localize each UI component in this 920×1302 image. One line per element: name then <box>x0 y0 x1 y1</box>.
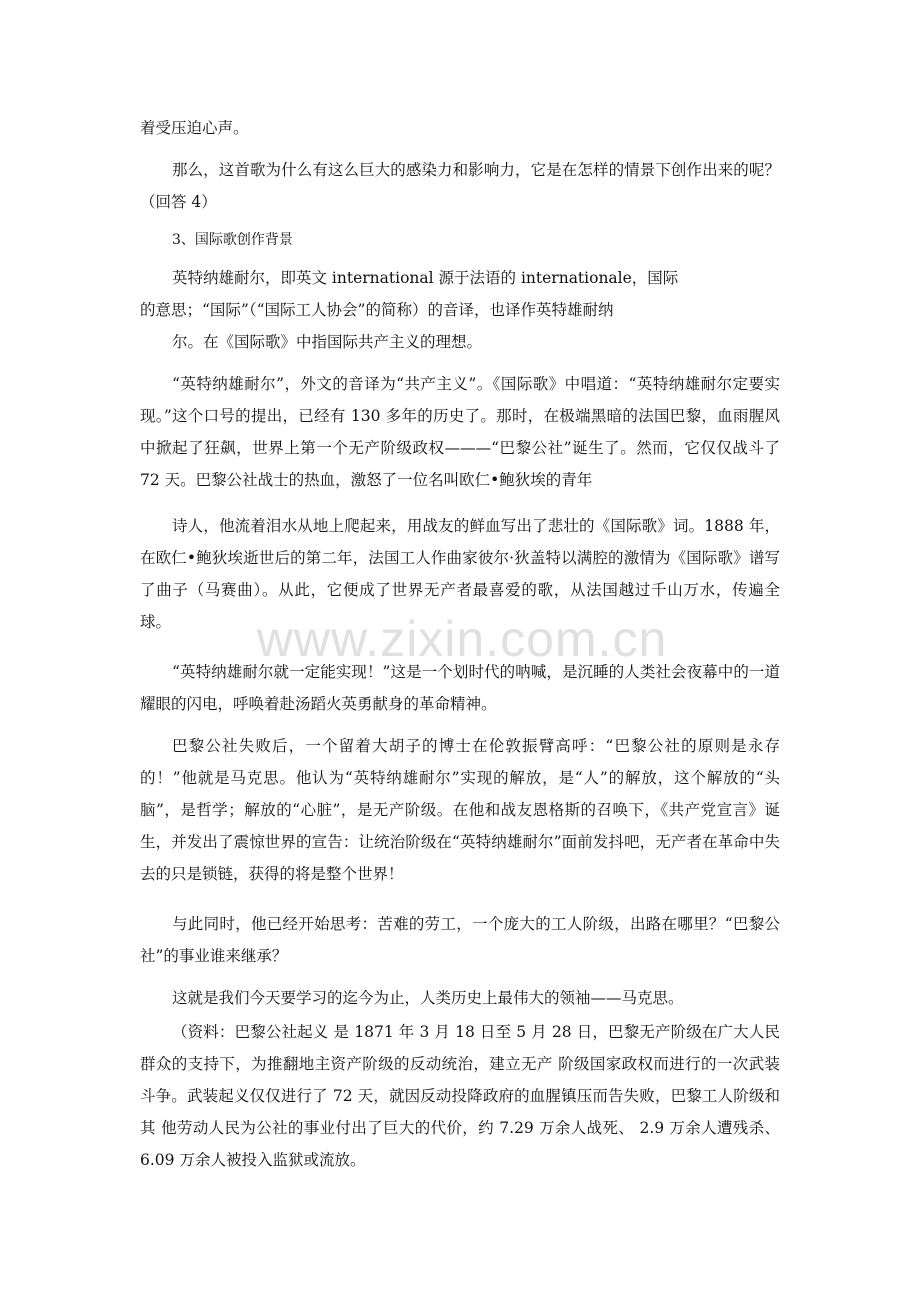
paragraph: 这就是我们今天要学习的迄今为止，人类历史上最伟大的领袖——马克思。 <box>172 989 684 1007</box>
paragraph: 尔。在《国际歌》中指国际共产主义的理想。 <box>172 333 483 351</box>
paragraph: 巴黎公社失败后，一个留着大胡子的博士在伦敦振臂高呼：“巴黎公社的原则是永存的！”他就是马克思。他认为“英特纳雄耐尔”实现的解放，是“人”的解放，这个解放的“头脑”，是哲学；解放的“心脏”，是无产阶级。在他和战友恩格斯的召唤下，《共产党宣言》诞生，并发出了震惊世界的宣告：让统治阶级在“英特纳雄耐尔”面前发抖吧，无产者在革命中失去的只是锁链，获得的将是整个世界！ <box>140 737 780 883</box>
paragraph: 英特纳雄耐尔，即英文 international 源于法语的 internationale，国际 <box>172 269 679 287</box>
paragraph: 诗人，他流着泪水从地上爬起来，用战友的鲜血写出了悲壮的《国际歌》词。1888 年，在欧仁•鲍狄埃逝世后的第二年，法国工人作曲家彼尔·狄盖特以满腔的激情为《国际歌》谱写了曲子（马赛曲）。从此，它便成了世界无产者最喜爱的歌，从法国越过千山万水，传遍全球。 <box>140 517 780 631</box>
paragraph: 那么，这首歌为什么有这么巨大的感染力和影响力，它是在怎样的情景下创作出来的呢？（回答 4） <box>140 161 780 211</box>
section-heading: 3、国际歌创作背景 <box>172 232 293 248</box>
paragraph: 与此同时，他已经开始思考：苦难的劳工，一个庞大的工人阶级，出路在哪里？“巴黎公社”的事业谁来继承？ <box>140 915 780 965</box>
paragraph: “英特纳雄耐尔就一定能实现！”这是一个划时代的呐喊，是沉睡的人类社会夜幕中的一道耀眼的闪电，呼唤着赴汤蹈火英勇献身的革命精神。 <box>140 663 780 713</box>
source-note-paragraph: （资料：巴黎公社起义 是 1871 年 3 月 18 日至 5 月 28 日，巴黎无产阶级在广大人民群众的支持下，为推翻地主资产阶级的反动统治，建立无产 阶级国家政权而进行的一次武装斗争。武装起义仅仅进行了 72 天，就因反动投降政府的血腥镇压而告失败，巴黎工人阶级和其 他劳动人民为公社的事业付出了巨大的代价，约 7.29 万余人战死、 2.9 万余人遭残杀、 6.09 万余人被投入监狱或流放。 <box>140 1023 780 1169</box>
paragraph: “英特纳雄耐尔”，外文的音译为“共产主义”。《国际歌》中唱道：“英特纳雄耐尔定要实现。”这个口号的提出，已经有 130 多年的历史了。那时，在极端黑暗的法国巴黎，血雨腥风中掀起了狂飙，世界上第一个无产阶级政权———“巴黎公社”诞生了。然而，它仅仅战斗了 72 天。巴黎公社战士的热血，激怒了一位名叫欧仁•鲍狄埃的青年 <box>140 375 780 489</box>
paragraph: 的意思；“国际”（“国际工人协会”的简称）的音译，也译作英特雄耐纳 <box>140 301 614 319</box>
watermark: www.zixin.com.cn <box>256 611 668 667</box>
paragraph: 着受压迫心声。 <box>140 119 249 137</box>
